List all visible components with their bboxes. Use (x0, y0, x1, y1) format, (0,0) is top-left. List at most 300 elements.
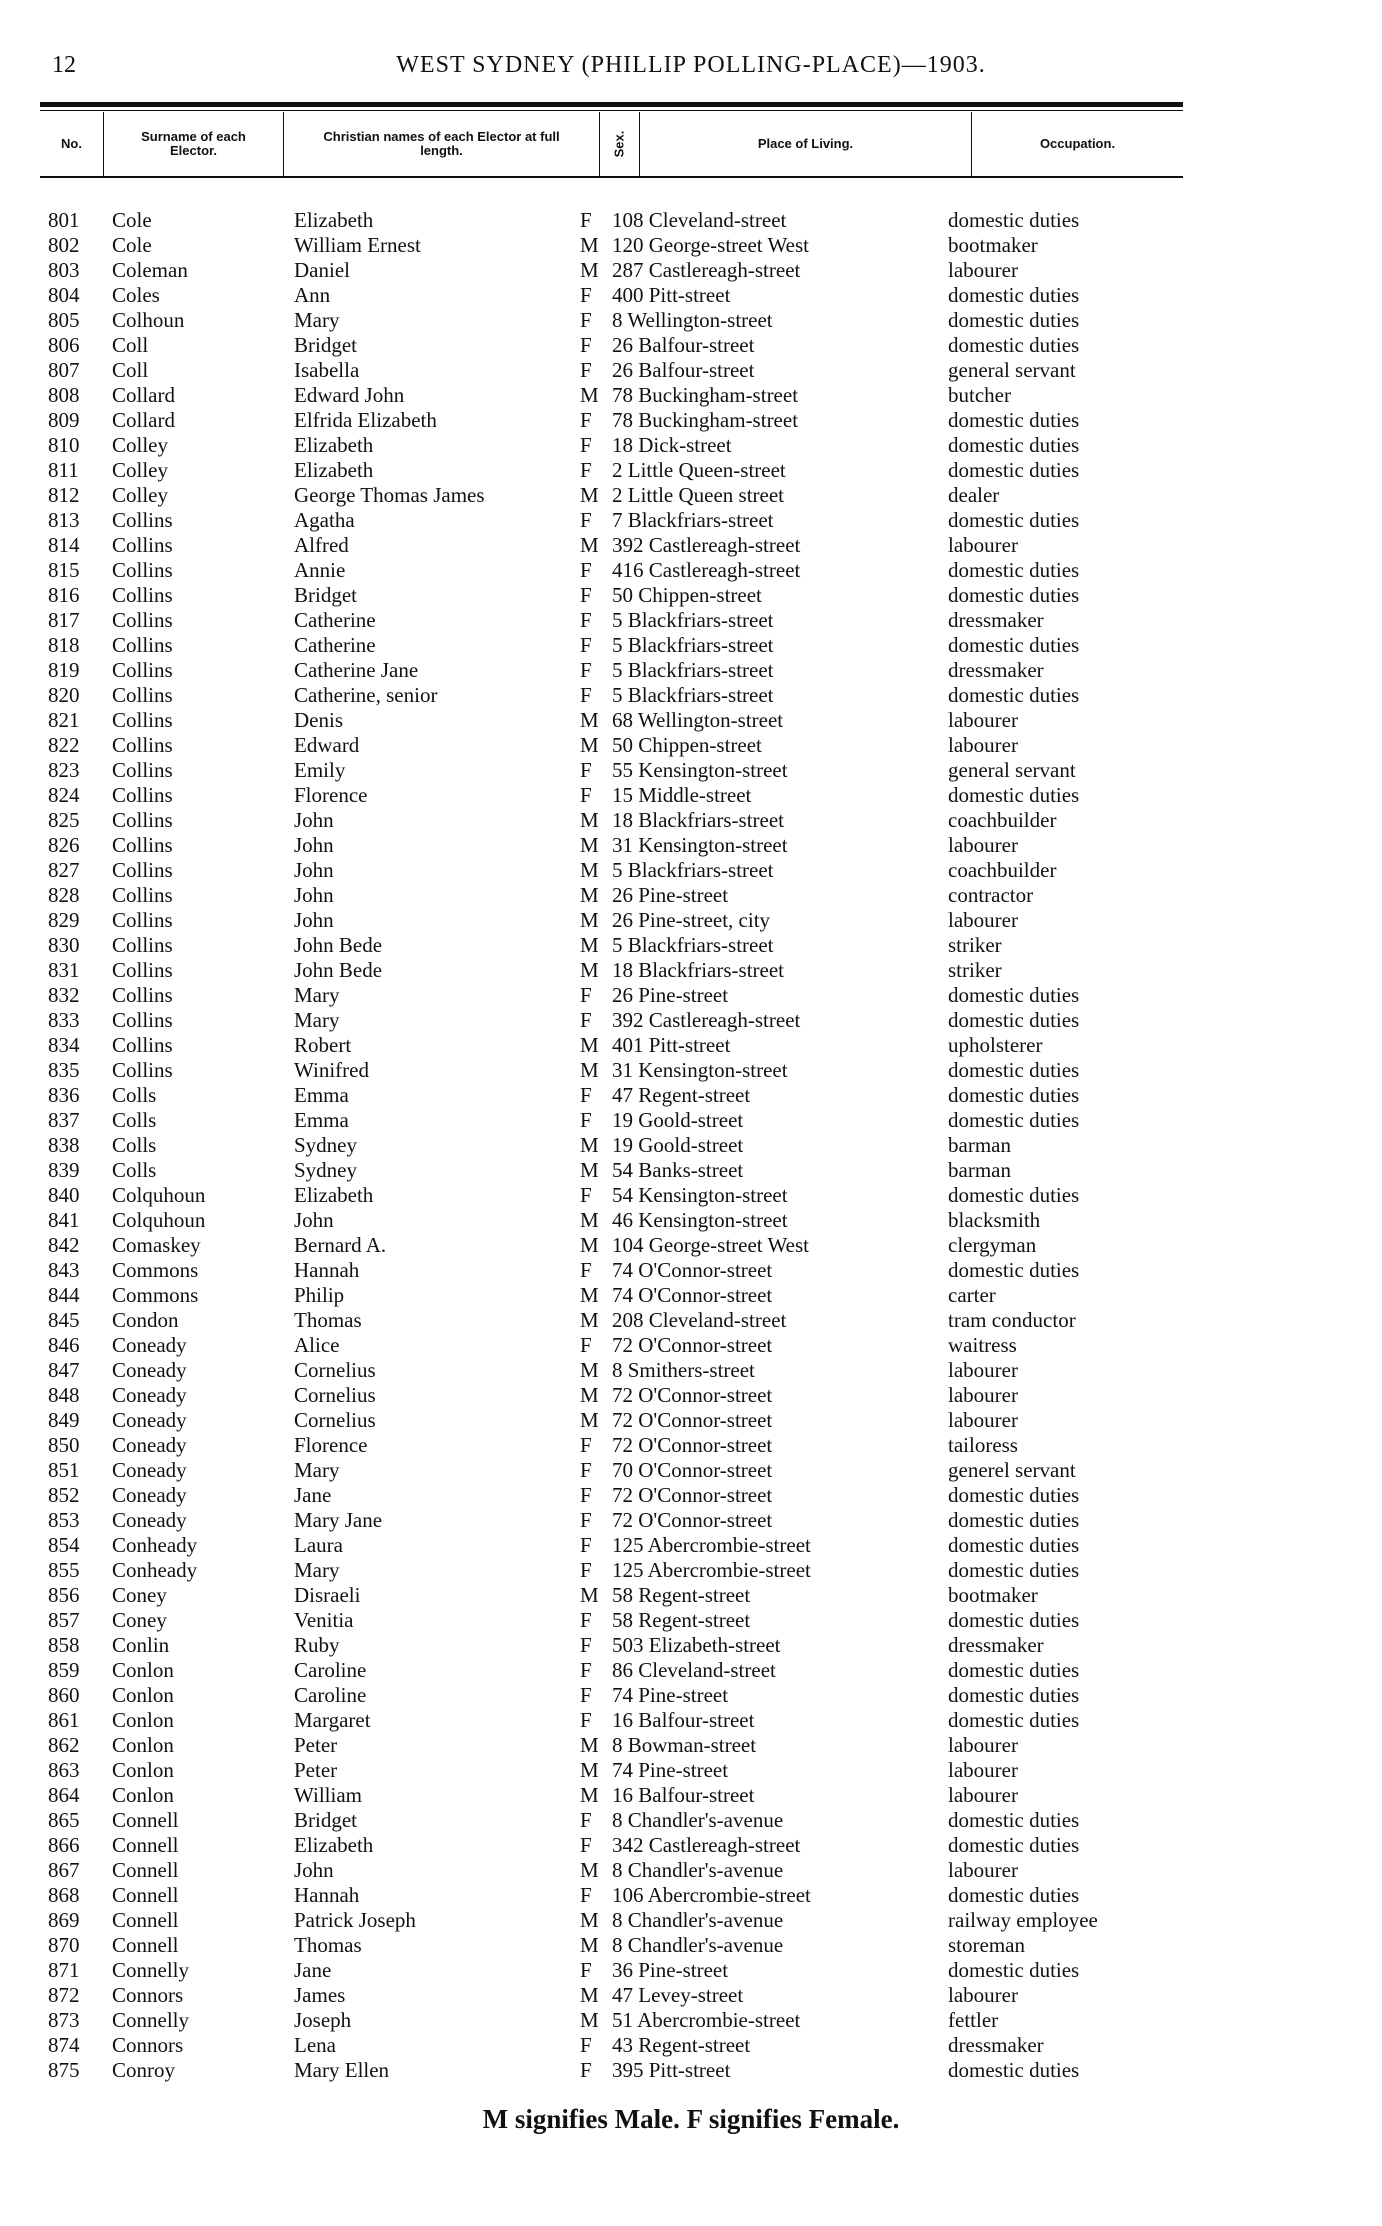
table-row (0, 633, 1382, 658)
table-row (0, 258, 1382, 283)
elector-christian-names: Patrick Joseph (294, 1908, 416, 1932)
elector-surname: Collins (112, 783, 173, 807)
elector-number: 829 (48, 908, 80, 932)
elector-occupation: domestic duties (948, 1508, 1080, 1532)
elector-sex: M (580, 958, 599, 982)
table-row (0, 1283, 1382, 1308)
table-row (0, 1458, 1382, 1483)
elector-surname: Condon (112, 1308, 179, 1332)
table-row (0, 283, 1382, 308)
elector-number: 809 (48, 408, 80, 432)
table-row (0, 1858, 1382, 1883)
elector-christian-names: John (294, 833, 334, 857)
elector-number: 867 (48, 1858, 80, 1882)
elector-number: 833 (48, 1008, 80, 1032)
elector-surname: Coneady (112, 1433, 187, 1457)
elector-sex: M (580, 1058, 599, 1082)
elector-sex: M (580, 1733, 599, 1757)
elector-place-of-living: 26 Balfour-street (612, 333, 755, 357)
elector-surname: Collins (112, 883, 173, 907)
elector-christian-names: Emma (294, 1083, 349, 1107)
elector-surname: Connell (112, 1933, 179, 1957)
elector-occupation: labourer (948, 1358, 1018, 1382)
elector-christian-names: Elizabeth (294, 458, 374, 482)
elector-surname: Colquhoun (112, 1208, 206, 1232)
elector-number: 830 (48, 933, 80, 957)
table-row (0, 1583, 1382, 1608)
elector-occupation: domestic duties (948, 408, 1080, 432)
elector-christian-names: Joseph (294, 2008, 352, 2032)
elector-sex: M (580, 483, 599, 507)
table-row (0, 483, 1382, 508)
elector-sex: F (580, 1658, 592, 1682)
elector-surname: Colls (112, 1133, 157, 1157)
elector-occupation: domestic duties (948, 983, 1080, 1007)
elector-number: 869 (48, 1908, 80, 1932)
elector-christian-names: Mary (294, 1458, 340, 1482)
elector-occupation: domestic duties (948, 433, 1080, 457)
table-row (0, 1708, 1382, 1733)
elector-occupation: tailoress (948, 1433, 1018, 1457)
table-row (0, 608, 1382, 633)
elector-christian-names: Elizabeth (294, 1183, 374, 1207)
table-row (0, 1333, 1382, 1358)
elector-surname: Collins (112, 758, 173, 782)
elector-sex: F (580, 2033, 592, 2057)
elector-number: 832 (48, 983, 80, 1007)
elector-number: 817 (48, 608, 80, 632)
elector-sex: M (580, 1133, 599, 1157)
elector-number: 874 (48, 2033, 80, 2057)
elector-place-of-living: 74 O'Connor-street (612, 1283, 773, 1307)
table-row (0, 1033, 1382, 1058)
table-row (0, 458, 1382, 483)
elector-christian-names: John Bede (294, 958, 383, 982)
elector-christian-names: Bridget (294, 1808, 357, 1832)
elector-occupation: contractor (948, 883, 1034, 907)
elector-place-of-living: 395 Pitt-street (612, 2058, 731, 2082)
elector-christian-names: Ann (294, 283, 331, 307)
elector-christian-names: Catherine, senior (294, 683, 438, 707)
elector-occupation: coachbuilder (948, 808, 1057, 832)
elector-place-of-living: 120 George-street West (612, 233, 809, 257)
elector-surname: Coneady (112, 1508, 187, 1532)
elector-number: 805 (48, 308, 80, 332)
elector-surname: Connell (112, 1808, 179, 1832)
elector-occupation: labourer (948, 908, 1018, 932)
elector-occupation: dressmaker (948, 1633, 1044, 1657)
elector-sex: M (580, 883, 599, 907)
elector-christian-names: Thomas (294, 1933, 362, 1957)
elector-surname: Collard (112, 383, 175, 407)
elector-surname: Collins (112, 733, 173, 757)
table-row (0, 558, 1382, 583)
header-surname: Surname of each Elector. (104, 112, 284, 176)
elector-sex: F (580, 1458, 592, 1482)
table-row (0, 1983, 1382, 2008)
elector-place-of-living: 74 Pine-street (612, 1683, 729, 1707)
elector-christian-names: Peter (294, 1758, 338, 1782)
elector-christian-names: Mary (294, 1008, 340, 1032)
elector-christian-names: Bridget (294, 333, 357, 357)
elector-occupation: domestic duties (948, 1083, 1080, 1107)
elector-christian-names: Laura (294, 1533, 343, 1557)
elector-christian-names: Cornelius (294, 1358, 376, 1382)
elector-sex: M (580, 1158, 599, 1182)
elector-number: 837 (48, 1108, 80, 1132)
elector-place-of-living: 2 Little Queen-street (612, 458, 786, 482)
elector-christian-names: Denis (294, 708, 343, 732)
table-row (0, 358, 1382, 383)
table-row (0, 708, 1382, 733)
elector-surname: Conheady (112, 1558, 198, 1582)
elector-place-of-living: 392 Castlereagh-street (612, 1008, 801, 1032)
elector-christian-names: Catherine (294, 608, 376, 632)
elector-place-of-living: 5 Blackfriars-street (612, 608, 774, 632)
elector-surname: Colls (112, 1108, 157, 1132)
table-row (0, 1733, 1382, 1758)
elector-christian-names: Alice (294, 1333, 340, 1357)
elector-surname: Collins (112, 633, 173, 657)
table-row (0, 833, 1382, 858)
elector-sex: F (580, 1508, 592, 1532)
elector-occupation: domestic duties (948, 308, 1080, 332)
elector-sex: F (580, 1958, 592, 1982)
table-row (0, 1633, 1382, 1658)
elector-occupation: labourer (948, 1783, 1018, 1807)
elector-christian-names: Agatha (294, 508, 355, 532)
elector-sex: M (580, 1783, 599, 1807)
elector-surname: Conheady (112, 1533, 198, 1557)
elector-number: 848 (48, 1383, 80, 1407)
elector-sex: F (580, 458, 592, 482)
elector-surname: Conlon (112, 1683, 174, 1707)
elector-christian-names: Caroline (294, 1683, 367, 1707)
elector-number: 802 (48, 233, 80, 257)
table-row (0, 1908, 1382, 1933)
elector-place-of-living: 392 Castlereagh-street (612, 533, 801, 557)
elector-place-of-living: 58 Regent-street (612, 1583, 751, 1607)
table-row (0, 233, 1382, 258)
elector-sex: F (580, 1533, 592, 1557)
elector-surname: Conlon (112, 1783, 174, 1807)
elector-sex: M (580, 1033, 599, 1057)
elector-surname: Coney (112, 1608, 167, 1632)
elector-number: 872 (48, 1983, 80, 2007)
elector-occupation: domestic duties (948, 1958, 1080, 1982)
elector-christian-names: Cornelius (294, 1383, 376, 1407)
elector-place-of-living: 503 Elizabeth-street (612, 1633, 781, 1657)
elector-number: 824 (48, 783, 80, 807)
elector-occupation: domestic duties (948, 1883, 1080, 1907)
elector-number: 870 (48, 1933, 80, 1957)
elector-surname: Colley (112, 483, 168, 507)
header-sex (600, 112, 640, 176)
elector-occupation: dealer (948, 483, 1000, 507)
elector-sex: F (580, 1633, 592, 1657)
table-header (40, 112, 1183, 178)
elector-occupation: domestic duties (948, 208, 1080, 232)
elector-place-of-living: 104 George-street West (612, 1233, 809, 1257)
elector-place-of-living: 5 Blackfriars-street (612, 858, 774, 882)
table-row (0, 508, 1382, 533)
elector-christian-names: Sydney (294, 1158, 357, 1182)
elector-christian-names: William (294, 1783, 362, 1807)
elector-place-of-living: 72 O'Connor-street (612, 1333, 773, 1357)
elector-surname: Collins (112, 533, 173, 557)
elector-number: 841 (48, 1208, 80, 1232)
elector-occupation: domestic duties (948, 283, 1080, 307)
elector-occupation: dressmaker (948, 2033, 1044, 2057)
elector-place-of-living: 51 Abercrombie-street (612, 2008, 801, 2032)
elector-sex: F (580, 1808, 592, 1832)
elector-surname: Coneady (112, 1333, 187, 1357)
elector-surname: Colquhoun (112, 1183, 206, 1207)
elector-occupation: domestic duties (948, 1183, 1080, 1207)
elector-number: 807 (48, 358, 80, 382)
elector-christian-names: Mary (294, 983, 340, 1007)
elector-number: 864 (48, 1783, 80, 1807)
elector-place-of-living: 8 Wellington-street (612, 308, 773, 332)
table-row (0, 758, 1382, 783)
elector-number: 859 (48, 1658, 80, 1682)
elector-number: 838 (48, 1133, 80, 1157)
elector-place-of-living: 125 Abercrombie-street (612, 1533, 811, 1557)
table-row (0, 1258, 1382, 1283)
elector-surname: Collins (112, 808, 173, 832)
table-row (0, 1183, 1382, 1208)
elector-place-of-living: 50 Chippen-street (612, 733, 762, 757)
table-row (0, 1233, 1382, 1258)
elector-number: 804 (48, 283, 80, 307)
elector-sex: M (580, 808, 599, 832)
elector-place-of-living: 58 Regent-street (612, 1608, 751, 1632)
elector-surname: Conlin (112, 1633, 170, 1657)
table-row (0, 1408, 1382, 1433)
elector-occupation: domestic duties (948, 583, 1080, 607)
elector-place-of-living: 108 Cleveland-street (612, 208, 787, 232)
elector-number: 823 (48, 758, 80, 782)
elector-surname: Commons (112, 1283, 199, 1307)
elector-number: 808 (48, 383, 80, 407)
elector-surname: Connell (112, 1908, 179, 1932)
elector-number: 803 (48, 258, 80, 282)
elector-occupation: domestic duties (948, 508, 1080, 532)
elector-number: 871 (48, 1958, 80, 1982)
elector-occupation: bootmaker (948, 1583, 1038, 1607)
elector-number: 812 (48, 483, 80, 507)
elector-surname: Collins (112, 983, 173, 1007)
elector-surname: Conroy (112, 2058, 175, 2082)
elector-surname: Collins (112, 858, 173, 882)
page-number: 12 (52, 52, 76, 78)
elector-christian-names: John Bede (294, 933, 383, 957)
elector-sex: F (580, 1108, 592, 1132)
elector-christian-names: Daniel (294, 258, 350, 282)
elector-sex: F (580, 1608, 592, 1632)
elector-occupation: domestic duties (948, 2058, 1080, 2082)
elector-number: 849 (48, 1408, 80, 1432)
table-row (0, 1358, 1382, 1383)
elector-sex: F (580, 308, 592, 332)
elector-sex: M (580, 1358, 599, 1382)
elector-place-of-living: 31 Kensington-street (612, 1058, 788, 1082)
elector-place-of-living: 125 Abercrombie-street (612, 1558, 811, 1582)
elector-sex: M (580, 1233, 599, 1257)
elector-surname: Colls (112, 1158, 157, 1182)
elector-christian-names: Disraeli (294, 1583, 361, 1607)
table-row (0, 1833, 1382, 1858)
table-row (0, 1883, 1382, 1908)
elector-sex: F (580, 1483, 592, 1507)
elector-place-of-living: 72 O'Connor-street (612, 1508, 773, 1532)
elector-place-of-living: 26 Balfour-street (612, 358, 755, 382)
elector-number: 822 (48, 733, 80, 757)
table-row (0, 1758, 1382, 1783)
table-row (0, 583, 1382, 608)
elector-sex: M (580, 933, 599, 957)
elector-sex: F (580, 608, 592, 632)
elector-occupation: railway employee (948, 1908, 1098, 1932)
elector-occupation: generel servant (948, 1458, 1076, 1482)
elector-christian-names: Elizabeth (294, 208, 374, 232)
elector-place-of-living: 26 Pine-street (612, 883, 729, 907)
elector-occupation: general servant (948, 358, 1076, 382)
elector-surname: Collins (112, 708, 173, 732)
table-row (0, 1658, 1382, 1683)
table-row (0, 333, 1382, 358)
elector-christian-names: Emily (294, 758, 346, 782)
elector-surname: Colley (112, 458, 168, 482)
elector-place-of-living: 8 Bowman-street (612, 1733, 757, 1757)
elector-sex: F (580, 783, 592, 807)
elector-occupation: labourer (948, 733, 1018, 757)
elector-surname: Conlon (112, 1733, 174, 1757)
elector-sex: F (580, 433, 592, 457)
elector-christian-names: Mary (294, 308, 340, 332)
elector-number: 828 (48, 883, 80, 907)
table-row (0, 733, 1382, 758)
elector-place-of-living: 18 Dick-street (612, 433, 732, 457)
elector-sex: M (580, 1983, 599, 2007)
elector-place-of-living: 26 Pine-street (612, 983, 729, 1007)
header-rule-thick (40, 102, 1183, 107)
elector-number: 861 (48, 1708, 80, 1732)
elector-surname: Coles (112, 283, 160, 307)
elector-surname: Connell (112, 1858, 179, 1882)
elector-christian-names: Catherine (294, 633, 376, 657)
table-row (0, 1783, 1382, 1808)
elector-sex: F (580, 1558, 592, 1582)
elector-number: 826 (48, 833, 80, 857)
elector-christian-names: John (294, 908, 334, 932)
table-row (0, 1008, 1382, 1033)
elector-number: 857 (48, 1608, 80, 1632)
table-row (0, 1208, 1382, 1233)
elector-number: 851 (48, 1458, 80, 1482)
table-row (0, 308, 1382, 333)
elector-occupation: carter (948, 1283, 996, 1307)
elector-place-of-living: 400 Pitt-street (612, 283, 731, 307)
elector-christian-names: John (294, 883, 334, 907)
elector-list (0, 208, 1382, 2083)
elector-surname: Connors (112, 1983, 184, 2007)
elector-christian-names: Thomas (294, 1308, 362, 1332)
elector-christian-names: John (294, 1858, 334, 1882)
elector-surname: Collins (112, 1008, 173, 1032)
elector-place-of-living: 8 Chandler's-avenue (612, 1808, 784, 1832)
table-row (0, 783, 1382, 808)
elector-surname: Connell (112, 1833, 179, 1857)
elector-christian-names: Caroline (294, 1658, 367, 1682)
elector-christian-names: Bridget (294, 583, 357, 607)
elector-place-of-living: 208 Cleveland-street (612, 1308, 787, 1332)
elector-sex: F (580, 283, 592, 307)
elector-surname: Coll (112, 333, 149, 357)
elector-number: 811 (48, 458, 79, 482)
elector-place-of-living: 86 Cleveland-street (612, 1658, 776, 1682)
elector-surname: Connors (112, 2033, 184, 2057)
header-place: Place of Living. (640, 112, 972, 176)
table-row (0, 933, 1382, 958)
elector-place-of-living: 5 Blackfriars-street (612, 933, 774, 957)
table-row (0, 1608, 1382, 1633)
elector-sex: F (580, 583, 592, 607)
elector-place-of-living: 50 Chippen-street (612, 583, 762, 607)
elector-occupation: labourer (948, 533, 1018, 557)
elector-place-of-living: 72 O'Connor-street (612, 1433, 773, 1457)
elector-surname: Collins (112, 508, 173, 532)
elector-surname: Collins (112, 583, 173, 607)
elector-christian-names: Mary (294, 1558, 340, 1582)
elector-place-of-living: 8 Smithers-street (612, 1358, 755, 1382)
elector-surname: Conlon (112, 1658, 174, 1682)
elector-sex: M (580, 383, 599, 407)
elector-surname: Coneady (112, 1408, 187, 1432)
elector-occupation: labourer (948, 1733, 1018, 1757)
table-row (0, 1308, 1382, 1333)
elector-surname: Collins (112, 833, 173, 857)
elector-christian-names: George Thomas James (294, 483, 485, 507)
table-row (0, 1533, 1382, 1558)
elector-place-of-living: 342 Castlereagh-street (612, 1833, 801, 1857)
elector-occupation: barman (948, 1158, 1011, 1182)
elector-occupation: domestic duties (948, 1833, 1080, 1857)
elector-sex: F (580, 1708, 592, 1732)
elector-christian-names: Elizabeth (294, 433, 374, 457)
elector-christian-names: John (294, 1208, 334, 1232)
elector-occupation: domestic duties (948, 1108, 1080, 1132)
elector-place-of-living: 72 O'Connor-street (612, 1483, 773, 1507)
elector-occupation: domestic duties (948, 1658, 1080, 1682)
elector-occupation: coachbuilder (948, 858, 1057, 882)
elector-occupation: fettler (948, 2008, 999, 2032)
table-row (0, 2008, 1382, 2033)
elector-sex: F (580, 408, 592, 432)
elector-occupation: domestic duties (948, 558, 1080, 582)
elector-place-of-living: 401 Pitt-street (612, 1033, 731, 1057)
elector-sex: M (580, 1283, 599, 1307)
elector-occupation: barman (948, 1133, 1011, 1157)
elector-number: 858 (48, 1633, 80, 1657)
elector-occupation: clergyman (948, 1233, 1037, 1257)
elector-number: 821 (48, 708, 80, 732)
elector-sex: M (580, 1758, 599, 1782)
elector-occupation: dressmaker (948, 608, 1044, 632)
elector-number: 806 (48, 333, 80, 357)
table-row (0, 383, 1382, 408)
elector-number: 850 (48, 1433, 80, 1457)
